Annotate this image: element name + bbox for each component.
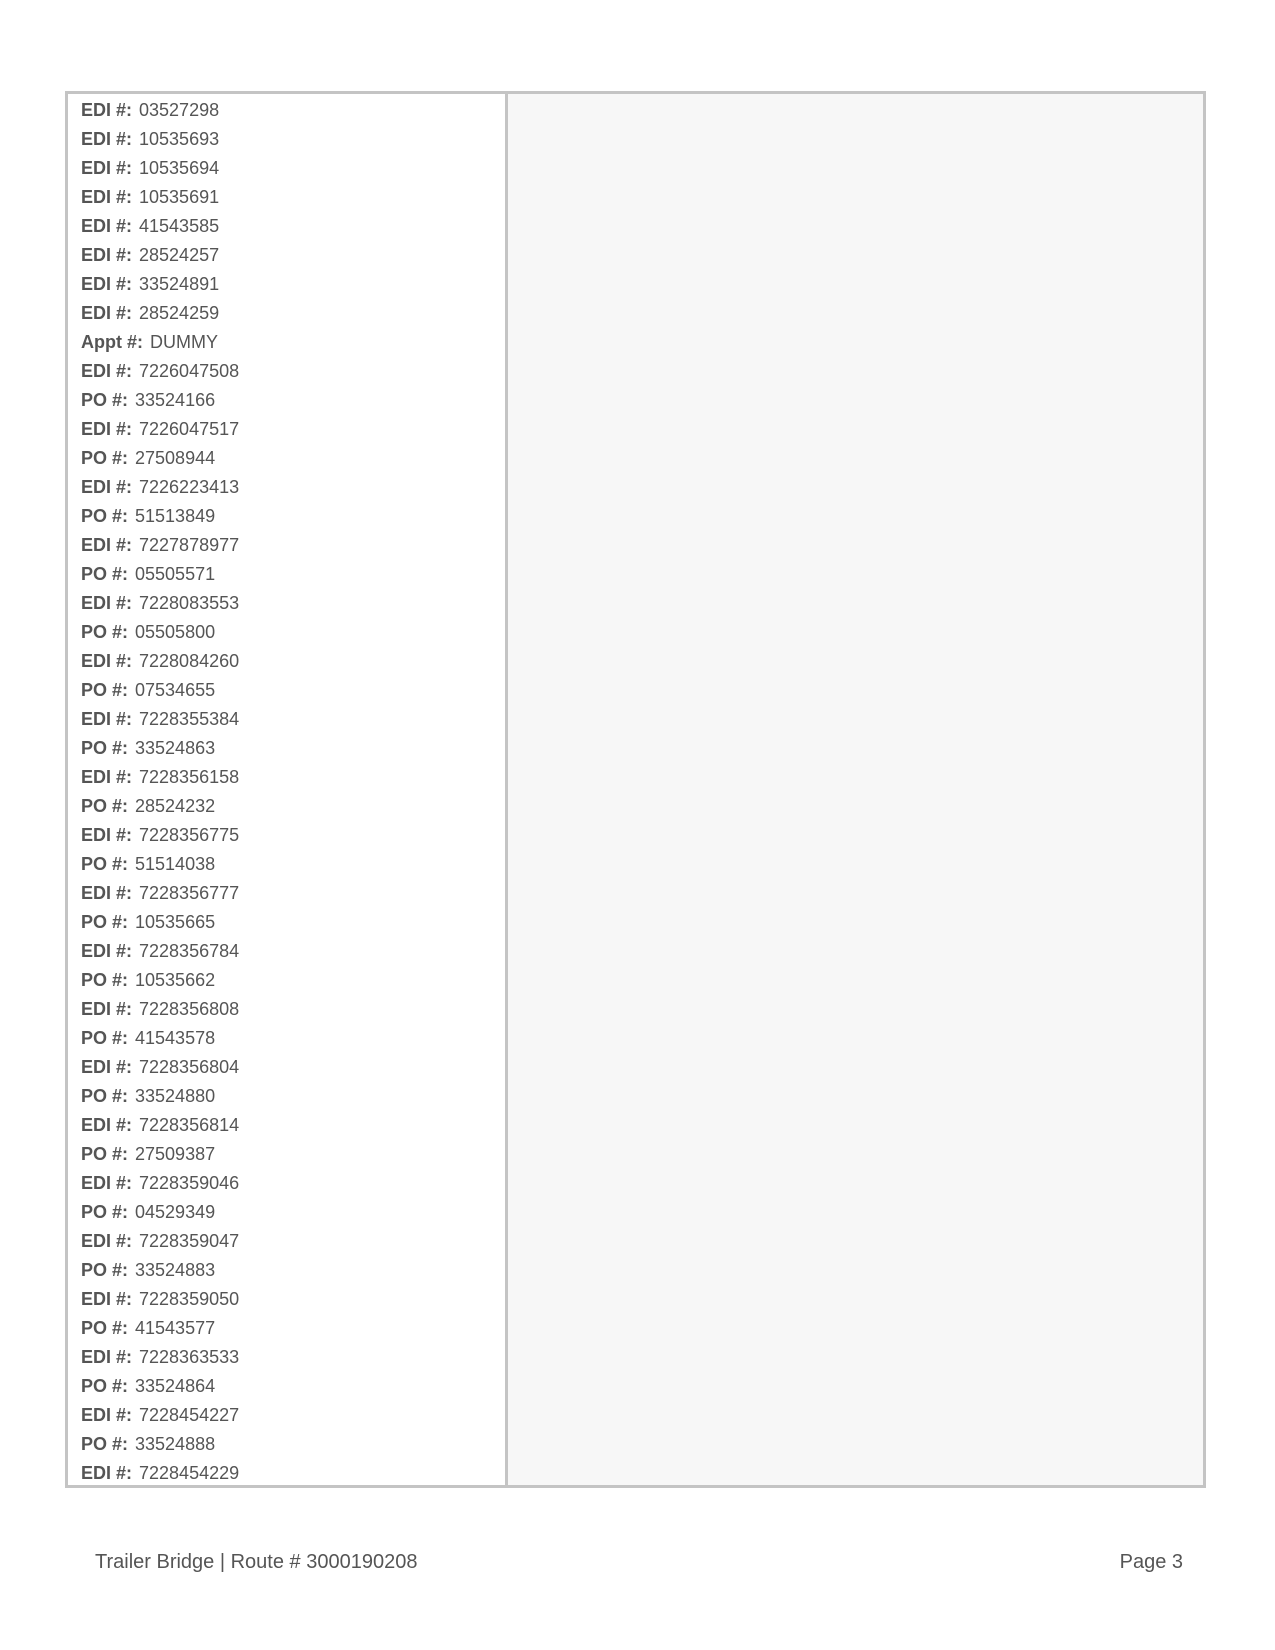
reference-entry [81, 1256, 505, 1285]
entry-label: PO #: [81, 912, 129, 932]
reference-entry [81, 444, 505, 473]
entry-value: 05505800 [135, 622, 216, 642]
entry-value: 28524232 [135, 796, 216, 816]
entry-value: 7228355384 [139, 709, 240, 729]
entry-label: PO #: [81, 1318, 129, 1338]
entry-label: EDI #: [81, 593, 133, 613]
entry-label: PO #: [81, 564, 129, 584]
entry-value: 41543578 [135, 1028, 216, 1048]
reference-table [65, 91, 1206, 1488]
entry-label: EDI #: [81, 419, 133, 439]
entry-label: EDI #: [81, 245, 133, 265]
reference-entry [81, 386, 505, 415]
entry-value: 7228454229 [139, 1463, 240, 1483]
entry-value: 41543585 [139, 216, 220, 236]
reference-entry [81, 792, 505, 821]
entry-label: EDI #: [81, 129, 133, 149]
entry-label: EDI #: [81, 274, 133, 294]
entry-label: PO #: [81, 1260, 129, 1280]
entry-label: EDI #: [81, 187, 133, 207]
entry-label: EDI #: [81, 100, 133, 120]
entry-value: 51514038 [135, 854, 216, 874]
entry-label: PO #: [81, 970, 129, 990]
entry-value: 7228356784 [139, 941, 240, 961]
entry-value: 10535662 [135, 970, 216, 990]
entry-value: 10535693 [139, 129, 220, 149]
entry-value: 33524883 [135, 1260, 216, 1280]
entry-label: PO #: [81, 1376, 129, 1396]
entry-value: 7226223413 [139, 477, 240, 497]
entry-value: 7228083553 [139, 593, 240, 613]
entry-value: 7228356158 [139, 767, 240, 787]
reference-entry [81, 1372, 505, 1401]
entry-label: EDI #: [81, 883, 133, 903]
entry-value: 7226047517 [139, 419, 240, 439]
reference-entry [81, 1401, 505, 1430]
reference-entry [81, 415, 505, 444]
reference-entry [81, 850, 505, 879]
reference-entry [81, 1198, 505, 1227]
entry-label: EDI #: [81, 535, 133, 555]
reference-entry [81, 154, 505, 183]
reference-entry [81, 937, 505, 966]
reference-entry [81, 1430, 505, 1459]
entry-label: PO #: [81, 1434, 129, 1454]
entry-label: PO #: [81, 1144, 129, 1164]
entry-value: 7226047508 [139, 361, 240, 381]
reference-entry [81, 125, 505, 154]
entry-label: EDI #: [81, 999, 133, 1019]
reference-entry [81, 299, 505, 328]
entry-value: 7228359047 [139, 1231, 240, 1251]
entry-value: 28524259 [139, 303, 220, 323]
page-number: Page 3 [1119, 1551, 1183, 1573]
reference-entry [81, 676, 505, 705]
entry-label: EDI #: [81, 303, 133, 323]
entry-value: 03527298 [139, 100, 220, 120]
reference-entry [81, 212, 505, 241]
reference-entry [81, 473, 505, 502]
reference-entry [81, 1082, 505, 1111]
entry-label: EDI #: [81, 1173, 133, 1193]
entry-label: PO #: [81, 1086, 129, 1106]
entry-label: PO #: [81, 390, 129, 410]
entry-value: 33524863 [135, 738, 216, 758]
entry-value: 7228359046 [139, 1173, 240, 1193]
entry-value: DUMMY [150, 332, 218, 352]
reference-entry [81, 270, 505, 299]
reference-entry [81, 1169, 505, 1198]
entry-label: EDI #: [81, 1405, 133, 1425]
entry-value: 7228363533 [139, 1347, 240, 1367]
entry-label: PO #: [81, 854, 129, 874]
reference-entry [81, 502, 505, 531]
entry-label: PO #: [81, 506, 129, 526]
entry-label: EDI #: [81, 158, 133, 178]
reference-entry [81, 705, 505, 734]
reference-entry [81, 357, 505, 386]
reference-entry [81, 995, 505, 1024]
entry-value: 7227878977 [139, 535, 240, 555]
entry-value: 7228356808 [139, 999, 240, 1019]
entry-label: EDI #: [81, 1463, 133, 1483]
reference-entry [81, 1140, 505, 1169]
entry-value: 41543577 [135, 1318, 216, 1338]
entry-value: 33524891 [139, 274, 220, 294]
reference-entry [81, 763, 505, 792]
entry-value: 51513849 [135, 506, 216, 526]
reference-entry [81, 821, 505, 850]
entry-value: 7228356775 [139, 825, 240, 845]
entry-label: EDI #: [81, 1057, 133, 1077]
reference-entry [81, 1024, 505, 1053]
entry-value: 10535694 [139, 158, 220, 178]
entry-value: 7228359050 [139, 1289, 240, 1309]
entry-value: 33524166 [135, 390, 216, 410]
entry-value: 07534655 [135, 680, 216, 700]
entry-label: PO #: [81, 448, 129, 468]
reference-entry [81, 1459, 505, 1488]
entry-label: EDI #: [81, 1231, 133, 1251]
entry-label: EDI #: [81, 216, 133, 236]
entry-value: 10535665 [135, 912, 216, 932]
reference-entry [81, 241, 505, 270]
entry-value: 7228356814 [139, 1115, 240, 1135]
reference-entry [81, 1111, 505, 1140]
reference-entry [81, 1343, 505, 1372]
reference-entry [81, 966, 505, 995]
reference-entry [81, 1285, 505, 1314]
entry-label: EDI #: [81, 1347, 133, 1367]
entry-label: EDI #: [81, 651, 133, 671]
footer-route: Trailer Bridge | Route # 3000190208 [95, 1551, 418, 1573]
reference-entry [81, 647, 505, 676]
entry-label: EDI #: [81, 941, 133, 961]
reference-list [68, 94, 508, 1485]
entry-value: 33524864 [135, 1376, 216, 1396]
reference-entry [81, 1227, 505, 1256]
entry-label: PO #: [81, 796, 129, 816]
reference-entry [81, 1053, 505, 1082]
entry-label: PO #: [81, 738, 129, 758]
entry-label: EDI #: [81, 767, 133, 787]
entry-value: 27509387 [135, 1144, 216, 1164]
entry-value: 33524880 [135, 1086, 216, 1106]
entry-label: EDI #: [81, 477, 133, 497]
entry-label: PO #: [81, 680, 129, 700]
reference-entry [81, 531, 505, 560]
reference-entry [81, 618, 505, 647]
entry-value: 05505571 [135, 564, 216, 584]
entry-label: PO #: [81, 1028, 129, 1048]
reference-entry [81, 908, 505, 937]
reference-entry [81, 183, 505, 212]
entry-label: EDI #: [81, 361, 133, 381]
reference-entry [81, 1314, 505, 1343]
reference-entry [81, 328, 505, 357]
entry-value: 7228084260 [139, 651, 240, 671]
reference-entry [81, 734, 505, 763]
reference-entry [81, 589, 505, 618]
entry-value: 7228356777 [139, 883, 240, 903]
entry-value: 7228356804 [139, 1057, 240, 1077]
entry-label: PO #: [81, 1202, 129, 1222]
entry-label: PO #: [81, 622, 129, 642]
entry-value: 10535691 [139, 187, 220, 207]
entry-label: EDI #: [81, 709, 133, 729]
entry-label: EDI #: [81, 1289, 133, 1309]
entry-value: 28524257 [139, 245, 220, 265]
reference-entry [81, 879, 505, 908]
entry-value: 7228454227 [139, 1405, 240, 1425]
reference-entry [81, 560, 505, 589]
entry-value: 33524888 [135, 1434, 216, 1454]
entry-value: 04529349 [135, 1202, 216, 1222]
entry-label: EDI #: [81, 1115, 133, 1135]
entry-label: EDI #: [81, 825, 133, 845]
empty-panel [508, 94, 1203, 1485]
entry-label: Appt #: [81, 332, 143, 352]
entry-value: 27508944 [135, 448, 216, 468]
reference-entry [81, 96, 505, 125]
